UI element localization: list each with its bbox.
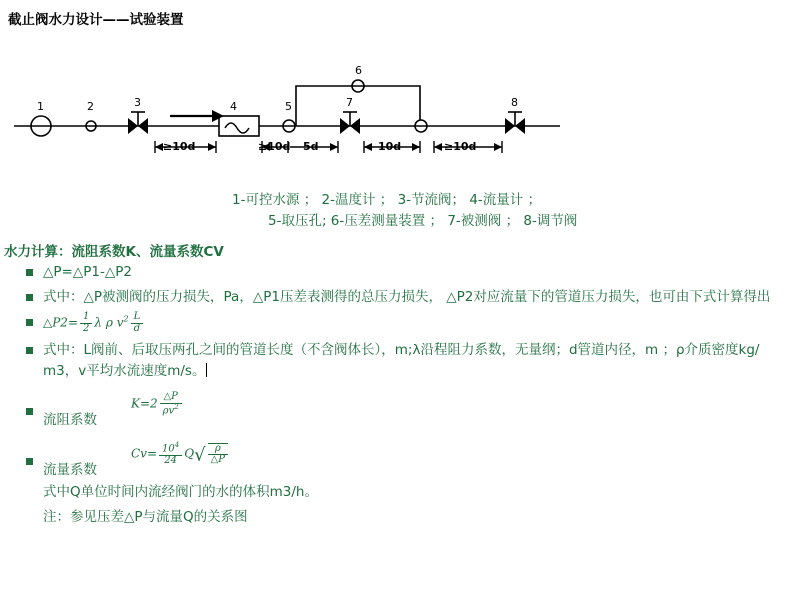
node-number-4: 4 [230, 100, 237, 113]
bullet-text-8: 注：参见压差△P与流量Q的关系图 [43, 509, 248, 525]
fraction-denominator: 2 [83, 322, 90, 334]
legend-line-2: 5-取压孔; 6-压差测量装置 ； 7-被测阀 ； 8-调节阀 [268, 213, 578, 229]
bullet-square-icon [26, 269, 33, 276]
list-item [4, 388, 794, 432]
dimension-label-3: 5d [303, 140, 319, 153]
l-over-d-fraction [131, 312, 144, 334]
v-symbol: v [168, 404, 175, 416]
bullet-square-icon [26, 294, 33, 301]
node-number-7: 7 [346, 96, 353, 109]
bullet-text-2: 式中：△P被测阀的压力损失，Pa，△P1压差表测得的总压力损失， △P2对应流量下的管道压力损失，也可由下式计算得出 [43, 289, 771, 305]
formula-cv [131, 442, 230, 466]
fraction-numerator: ρ [208, 444, 228, 456]
formula-lhs: Cv= [131, 446, 158, 461]
rho-symbol: ρ [162, 404, 169, 416]
node-7-tested-valve-icon [340, 118, 350, 134]
flow-resistance-label: 流阻系数 [43, 412, 97, 428]
one-half-fraction [80, 312, 92, 334]
lambda-symbol: λ [94, 315, 102, 330]
formula-k [131, 392, 184, 416]
coefficient-fraction [159, 442, 182, 466]
formula-lhs: K=2 [131, 396, 158, 411]
fraction-numerator: L [131, 312, 144, 324]
coefficient-exponent: 4 [174, 441, 180, 449]
legend-line-1: 1-可控水源 ； 2-温度计 ； 3-节流阀； 4-流量计 ； [232, 192, 542, 208]
diagram-legend [232, 190, 577, 232]
list-item [4, 507, 794, 528]
radical-icon: √ [194, 444, 206, 466]
k-fraction [160, 392, 182, 416]
list-item [4, 312, 794, 334]
node-number-2: 2 [87, 100, 94, 113]
v-exponent: 2 [174, 402, 179, 411]
list-item [4, 436, 794, 484]
dimension-label-2: ≥10d [258, 140, 291, 153]
fraction-numerator: $10^4$ [159, 442, 182, 456]
dimension-label-1: ≥10d [163, 140, 196, 153]
node-number-6: 6 [355, 64, 362, 77]
dimension-label-5: ≥10d [444, 140, 477, 153]
list-item [4, 340, 794, 382]
list-item [4, 287, 794, 308]
node-number-3: 3 [134, 96, 141, 109]
bullet-text-1: △P=△P1-△P2 [43, 264, 132, 280]
node-number-1: 1 [37, 100, 44, 113]
bullet-square-icon [26, 347, 33, 354]
rho-over-dp-fraction [208, 443, 228, 466]
node-4-flow-meter-icon [219, 116, 259, 136]
node-8-regulating-valve-icon [505, 118, 515, 134]
fraction-denominator: d [133, 322, 141, 334]
q-symbol: Q [184, 446, 195, 461]
fraction-numerator: △P [160, 392, 182, 404]
node-number-5: 5 [285, 100, 292, 113]
bullet-text-7: 式中Q单位时间内流经阀门的水的体积m3/h。 [43, 484, 318, 500]
bullet-text-4: 式中：L阀前、后取压两孔之间的管道长度（不含阀体长），m;λ沿程阻力系数，无量纲；d管道内径，m ；ρ介质密度kg/ m3，v平均水流速度m/s。 [43, 342, 760, 379]
formula-lhs: △P2= [43, 315, 78, 330]
fraction-denominator [160, 404, 182, 417]
node-3-throttle-valve-icon [128, 118, 138, 134]
fraction-numerator: 1 [80, 312, 92, 324]
node-8-regulating-valve-icon-right [515, 118, 525, 134]
v-exponent: 2 [123, 314, 129, 324]
bullet-square-icon [26, 458, 33, 465]
flow-coefficient-label: 流量系数 [43, 462, 97, 478]
node-7-tested-valve-icon-right [350, 118, 360, 134]
formula-delta-p2 [43, 312, 145, 334]
fraction-denominator: △P [210, 454, 225, 466]
text-caret [206, 363, 207, 377]
bullet-square-icon [26, 319, 33, 326]
test-rig-svg [0, 60, 600, 185]
dimension-label-4: 10d [378, 140, 402, 153]
page-title: 截止阀水力设计——试验装置 [8, 12, 184, 28]
list-item [4, 482, 794, 503]
bullet-list [4, 262, 794, 532]
test-rig-diagram [0, 60, 600, 185]
rho-symbol: ρ [105, 315, 113, 330]
section-heading: 水力计算：流阻系数K、流量系数CV [4, 244, 224, 260]
bullet-square-icon [26, 408, 33, 415]
v-symbol: v [116, 315, 124, 330]
node-number-8: 8 [511, 96, 518, 109]
list-item [4, 262, 794, 283]
fraction-denominator: 24 [164, 454, 177, 466]
node-3-throttle-valve-icon-right [138, 118, 148, 134]
